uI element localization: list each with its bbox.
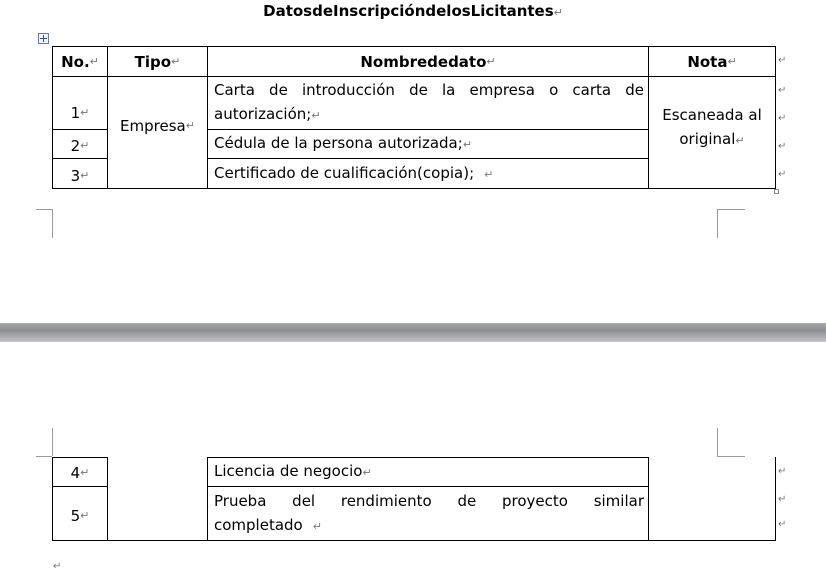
row-1-nombre: Carta de introducción de la empresa o carta de autorización;↵ xyxy=(214,81,644,123)
table-page-1 xyxy=(0,0,826,200)
paragraph-mark: ↵ xyxy=(462,138,473,151)
paragraph-mark: ↵ xyxy=(311,109,321,122)
row-2-no: 2 ↵ xyxy=(53,130,107,158)
paragraph-mark: ↵ xyxy=(362,466,372,479)
row-5-no: 5 ↵ xyxy=(53,487,107,540)
tipo-empresa: Empresa ↵ xyxy=(108,77,207,188)
header-tipo: Tipo ↵ xyxy=(108,47,207,76)
row-3-no: 3 ↵ xyxy=(53,159,107,188)
document-title-text: DatosdeInscripcióndelosLicitantes xyxy=(263,2,554,20)
row-4-nombre: Licencia de negocio↵ xyxy=(214,462,372,480)
row-end-mark: ↵ xyxy=(778,55,787,66)
margin-corner-bottom-right xyxy=(717,209,745,210)
row-3-nombre: Certificado de cualificación(copia); ↵ xyxy=(214,163,494,182)
row-2-nombre: Cédula de la persona autorizada;↵ xyxy=(214,134,473,152)
row-end-mark: ↵ xyxy=(778,141,787,152)
row-end-mark: ↵ xyxy=(778,519,787,530)
paragraph-mark: ↵ xyxy=(171,54,181,68)
paragraph-mark: ↵ xyxy=(80,466,90,479)
header-nota: Nota ↵ xyxy=(649,47,775,76)
paragraph-mark: ↵ xyxy=(312,519,322,533)
paragraph-mark: ↵ xyxy=(484,167,494,181)
header-nombre: Nombrededato ↵ xyxy=(208,47,648,76)
paragraph-mark: ↵ xyxy=(89,54,99,68)
paragraph-mark: ↵ xyxy=(185,118,195,132)
row-1-no: 1 ↵ xyxy=(53,77,107,129)
row-end-mark: ↵ xyxy=(778,494,787,505)
table-resize-handle[interactable] xyxy=(774,189,779,194)
row-4-no: 4 ↵ xyxy=(53,458,107,486)
paragraph-mark: ↵ xyxy=(486,54,496,68)
paragraph-mark: ↵ xyxy=(735,133,745,147)
row-end-mark: ↵ xyxy=(778,113,787,124)
paragraph-mark: ↵ xyxy=(80,106,90,119)
paragraph-mark: ↵ xyxy=(80,508,90,522)
paragraph-mark: ↵ xyxy=(727,54,737,68)
table-page-2 xyxy=(0,440,826,577)
trailing-paragraph-mark: ↵ xyxy=(53,561,62,572)
row-end-mark: ↵ xyxy=(778,169,787,180)
page-break-gap xyxy=(0,323,826,342)
paragraph-mark: ↵ xyxy=(553,6,563,19)
row-end-mark: ↵ xyxy=(778,466,787,477)
row-5-nombre: Prueba del rendimiento de proyecto similar completado ↵ xyxy=(214,491,644,534)
paragraph-mark: ↵ xyxy=(80,168,90,182)
header-no: No. ↵ xyxy=(53,47,107,76)
row-end-mark: ↵ xyxy=(778,85,787,96)
nota-escaneada: Escaneada al original↵ xyxy=(662,105,762,148)
margin-corner-bottom-left xyxy=(36,209,52,210)
paragraph-mark: ↵ xyxy=(80,139,90,152)
